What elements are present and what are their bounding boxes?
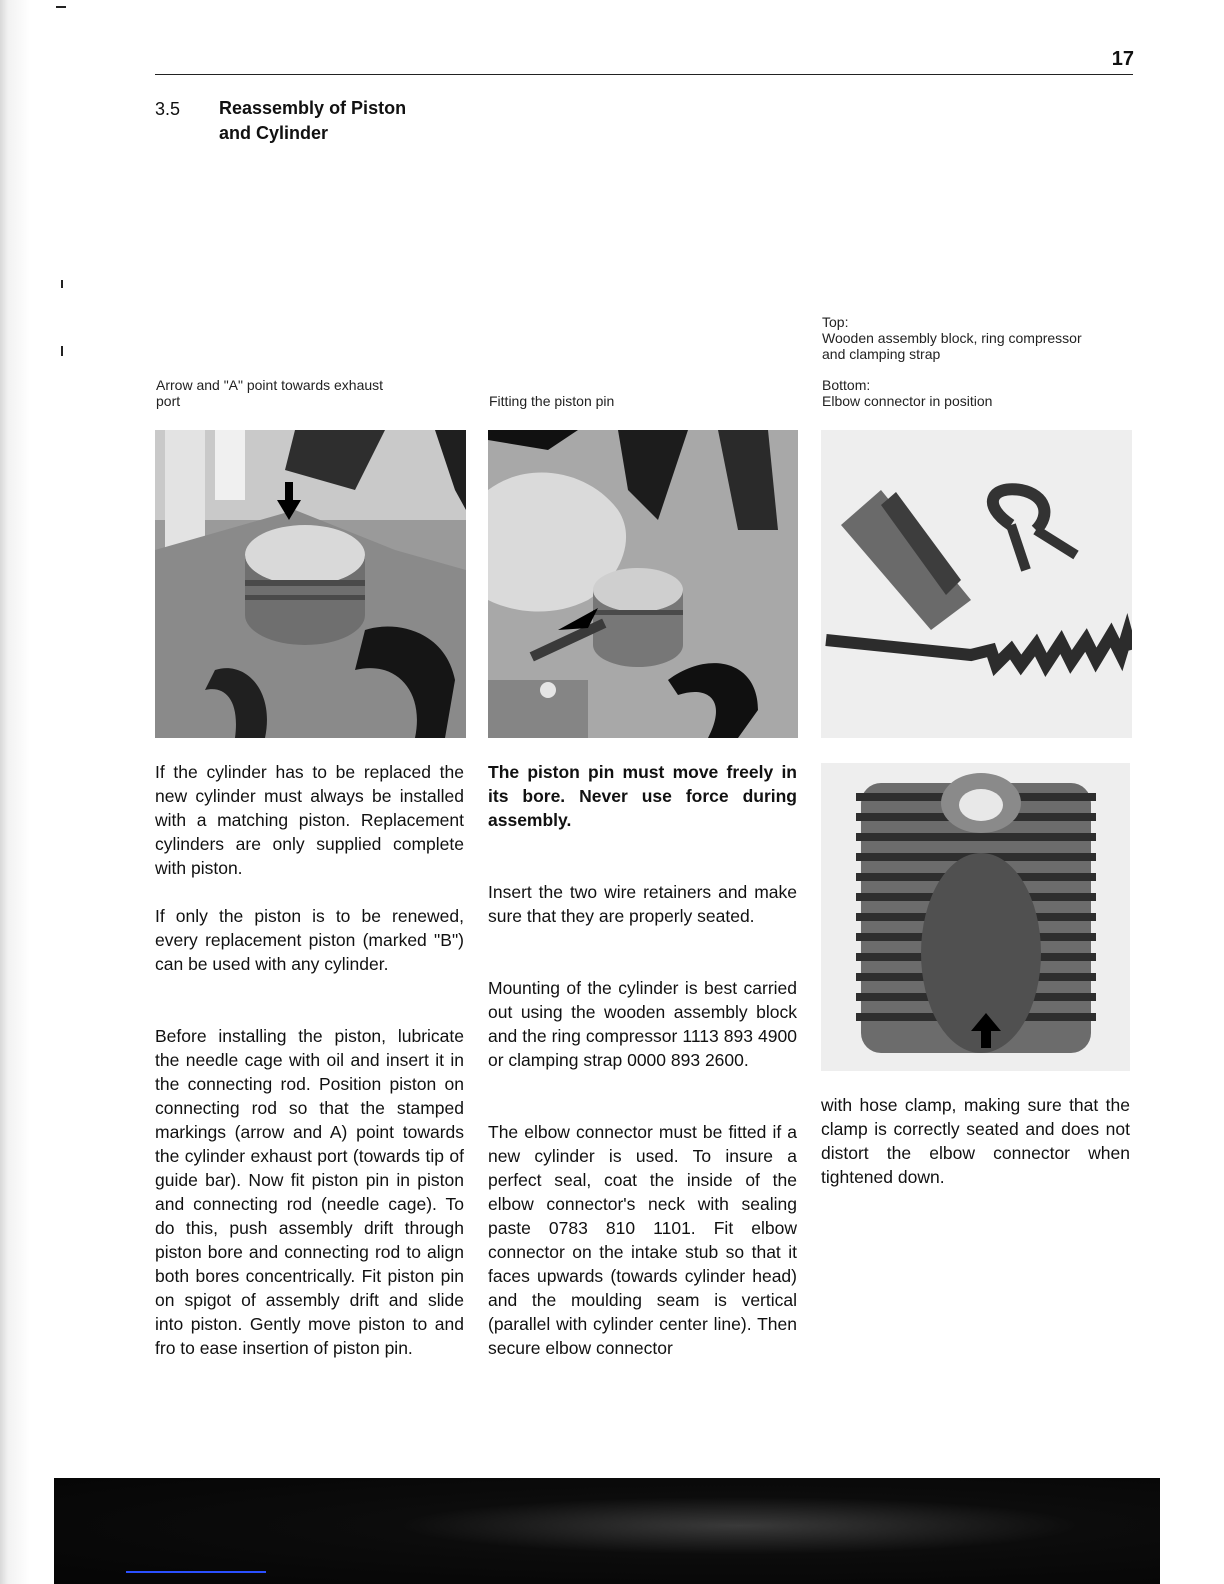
paragraph-elbow-connector: The elbow connector must be fitted if a new cylinder is used. To insure a perfect seal, coat the inside of the elbow connector's neck with sealing paste 0783 810 1101. Fit elbow connector on the intake stub so that it faces upwards (towards cylinder head) and the moulding seam is vertical (parallel with cylinder center line). Then secure elbow connector — [488, 1122, 797, 1358]
right-column — [821, 1093, 1130, 1189]
section-number: 3.5 — [155, 99, 181, 119]
paragraph-piston-installation: Before installing the piston, lubricate the needle cage with oil and insert it in the connecting rod. Position piston on connecting rod so that the stamped markings (arrow and A) point towards the cylinder exhaust port (towards tip of guide bar). Now fit piston pin in piston and connecting rod (needle cage). To do this, push assembly drift through piston bore and connecting rod to align both bores concentrically. Fit piston pin on spigot of assembly drift and slide into piston. Gently move piston to and fro to ease insertion of piston pin. — [155, 1026, 464, 1358]
scan-bottom-shadow — [54, 1478, 1160, 1584]
header-rule — [155, 74, 1133, 75]
paragraph-wire-retainers: Insert the two wire retainers and make sure that they are properly seated. — [488, 882, 797, 926]
section-title-line: Reassembly of Piston — [219, 98, 407, 118]
scan-binding-mark — [61, 346, 63, 356]
photo-assembly-tools — [821, 430, 1132, 738]
paragraph-hose-clamp: with hose clamp, making sure that the clamp is correctly seated and does not distort the elbow connector when tightened down. — [821, 1095, 1130, 1187]
photo-fitting-piston-pin — [488, 430, 798, 738]
paragraph-piston-renewal: If only the piston is to be renewed, every replacement piston (marked "B") can be used with any cylinder. — [155, 906, 464, 974]
paragraph-cylinder-replacement: If the cylinder has to be replaced the new cylinder must always be installed with a matching piston. Replacement cylinders are only supplied complete with piston. — [155, 762, 464, 878]
caption-piston: Arrow and "A" point towards exhaust port — [156, 377, 384, 409]
caption-cylinder: Bottom: Elbow connector in position — [822, 377, 993, 409]
scan-binding-mark — [56, 6, 66, 8]
middle-column — [488, 760, 797, 1360]
paragraph-piston-pin-warning: The piston pin must move freely in its bore. Never use force during assembly. — [488, 762, 797, 830]
photo-piston-arrow — [155, 430, 466, 738]
paragraph-cylinder-mounting: Mounting of the cylinder is best carried out using the wooden assembly block and the ring compressor 1113 893 4900 or clamping strap 0000 893 2600. — [488, 978, 797, 1070]
scan-binding-mark — [61, 280, 63, 288]
left-column — [155, 760, 464, 1360]
section-title-line: and Cylinder — [219, 123, 329, 143]
caption-tools: Top: Wooden assembly block, ring compressor and clamping strap — [822, 314, 1082, 362]
scan-binding-edge — [0, 0, 64, 1584]
photo-cylinder-elbow — [821, 763, 1130, 1071]
page-number: 17 — [1111, 48, 1134, 70]
section-title — [219, 96, 479, 146]
scan-blue-line — [126, 1571, 266, 1573]
caption-pin: Fitting the piston pin — [489, 393, 615, 409]
